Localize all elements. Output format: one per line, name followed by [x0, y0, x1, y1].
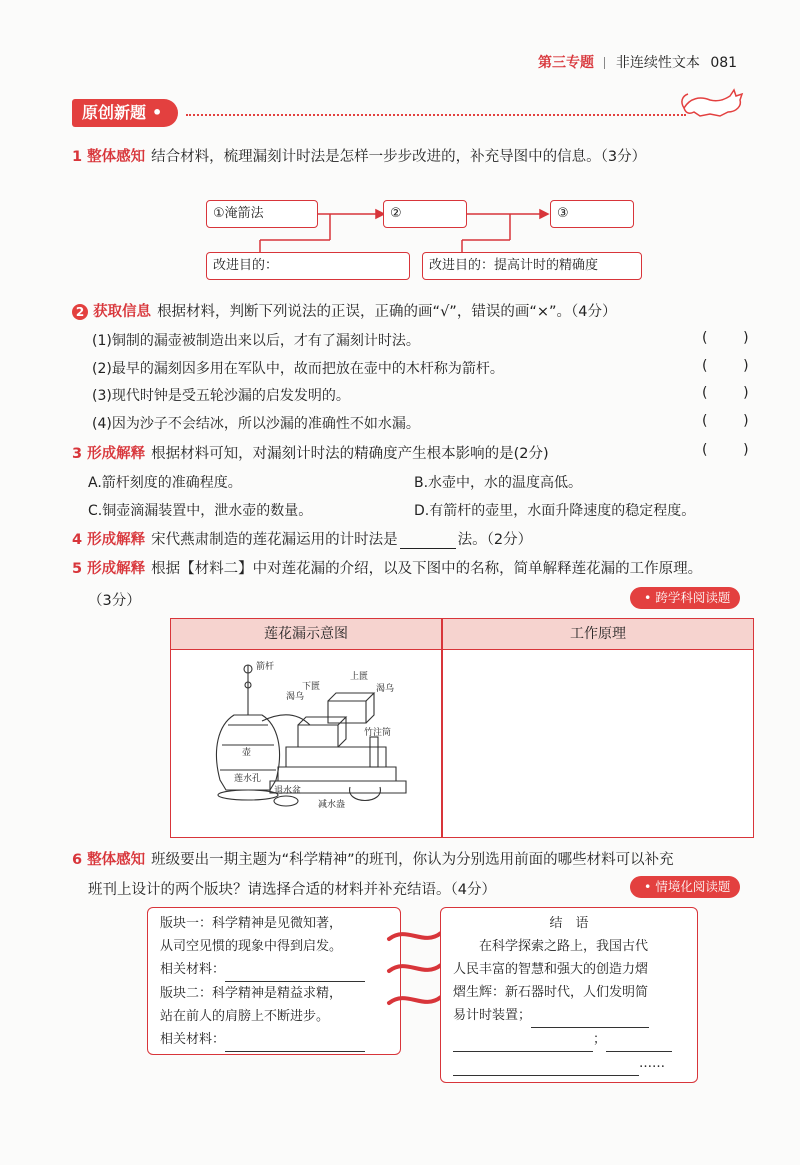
label-lower-tank: 下匮	[302, 682, 321, 692]
question-5	[72, 557, 702, 578]
q6-number: 6	[72, 852, 83, 868]
q6-text-2: 班刊上设计的两个版块？请选择合适的材料并补充结语。（4分）	[88, 882, 496, 898]
q4-blank[interactable]	[400, 532, 456, 549]
label-upper-tank: 上匮	[350, 672, 369, 682]
cat-icon	[680, 86, 750, 122]
q5-tag: 形成解释	[87, 561, 146, 577]
label-lower-pipe: 渴乌	[286, 692, 305, 702]
section-badge: 原创新题 •	[72, 99, 178, 127]
section1-material-blank[interactable]	[225, 958, 365, 982]
q3-number: 3	[72, 446, 83, 462]
section1-desc: 从司空见惯的现象中得到启发。	[160, 939, 343, 954]
label-pot: 壶	[242, 748, 252, 758]
closing-line-4: 易计时装置；	[453, 1008, 532, 1023]
closing-line-2: 人民丰富的智慧和强大的创造力熠	[453, 962, 649, 977]
answer-paren-2[interactable]: ( )	[702, 358, 749, 374]
q1-text: 结合材料，梳理漏刻计时法是怎样一步步改进的，补充导图中的信息。（3分）	[151, 149, 647, 165]
flow-box-2: ②	[383, 200, 467, 228]
section1-title: 版块一：科学精神是见微知著，	[160, 916, 343, 931]
q5-text: 根据【材料二】中对莲花漏的介绍，以及下图中的名称，简单解释莲花漏的工作原理。	[151, 561, 703, 577]
q2-number: 2	[72, 304, 88, 320]
answer-paren-3[interactable]: ( )	[702, 385, 749, 401]
context-reading-badge-label: 情境化阅读题	[655, 879, 731, 894]
purpose-box-1: 改进目的：	[206, 252, 410, 280]
section2-material-label: 相关材料：	[160, 1032, 226, 1047]
closing-blank-2[interactable]	[453, 1028, 593, 1052]
closing-card-right	[440, 907, 698, 1083]
page-number: 081	[710, 55, 738, 71]
closing-blank-3[interactable]	[606, 1028, 672, 1052]
section1-material-label: 相关材料：	[160, 962, 226, 977]
q2-item-4: (4)因为沙子不会结冰，所以沙漏的准确性不如水漏。	[92, 416, 420, 432]
q3-option-c: C.铜壶滴漏装置中，泄水壶的数量。	[88, 503, 313, 519]
q3-option-a: A.箭杆刻度的准确程度。	[88, 475, 242, 491]
section2-material-blank[interactable]	[225, 1028, 365, 1052]
closing-ellipsis: ……	[639, 1056, 665, 1071]
flow-box-1: ①淹箭法	[206, 200, 318, 228]
page-header	[538, 52, 737, 72]
column-card-left	[147, 907, 401, 1055]
header-topic: 第三专题	[538, 55, 594, 71]
q2-item-1: (1)铜制的漏壶被制造出来以后，才有了漏刻计时法。	[92, 333, 420, 349]
q3-option-d: D.有箭杆的壶里，水面升降速度的稳定程度。	[414, 503, 696, 519]
closing-line-3: 熠生辉：新石器时代，人们发明简	[453, 985, 649, 1000]
q2-tag: 获取信息	[93, 304, 152, 320]
q2-text: 根据材料，判断下列说法的正误，正确的画“√”，错误的画“×”。（4分）	[157, 304, 617, 320]
flow-box-3: ③	[550, 200, 634, 228]
label-bamboo-tube: 竹注筒	[364, 728, 392, 738]
q3-text: 根据材料可知，对漏刻计时法的精确度产生根本影响的是(2分)	[151, 446, 549, 462]
question-6	[72, 848, 674, 869]
label-upper-pipe: 渴乌	[376, 684, 395, 694]
principle-answer-area[interactable]	[445, 653, 749, 833]
closing-line-1: 在科学探索之路上，我国古代	[479, 939, 649, 954]
ribbon-connectors	[385, 925, 445, 1025]
q4-text-a: 宋代燕肃制造的莲花漏运用的计时法是	[151, 532, 398, 548]
question-2	[72, 300, 616, 321]
closing-blank-4[interactable]	[453, 1052, 639, 1076]
context-reading-badge: • 情境化阅读题	[630, 876, 740, 898]
q3-answer-paren[interactable]: ( )	[702, 442, 749, 458]
closing-blank-1[interactable]	[531, 1004, 649, 1028]
table-header-principle: 工作原理	[570, 626, 626, 642]
answer-paren-4[interactable]: ( )	[702, 413, 749, 429]
q2-item-2: (2)最早的漏刻因多用在军队中，故而把放在壶中的木杆称为箭杆。	[92, 361, 504, 377]
q1-number: 1	[72, 149, 83, 165]
answer-paren-1[interactable]: ( )	[702, 330, 749, 346]
section-badge-label: 原创新题	[82, 103, 147, 122]
q3-option-b: B.水壶中，水的温度高低。	[414, 475, 583, 491]
section2-title: 版块二：科学精神是精益求精，	[160, 986, 343, 1001]
q3-tag: 形成解释	[87, 446, 146, 462]
q2-item-3: (3)现代时钟是受五轮沙漏的启发发明的。	[92, 388, 350, 404]
q4-tag: 形成解释	[87, 532, 146, 548]
q4-number: 4	[72, 532, 83, 548]
section2-desc: 站在前人的肩膀上不断进步。	[160, 1009, 330, 1024]
header-divider	[186, 114, 686, 116]
label-drain-pot: 减水盎	[318, 800, 346, 810]
lotus-clepsydra-illustration	[200, 655, 420, 810]
q5-score: （3分）	[88, 593, 141, 609]
question-4	[72, 528, 532, 549]
label-lotus-hole: 莲水孔	[234, 774, 262, 784]
table-header-diagram: 莲花漏示意图	[264, 626, 348, 642]
q4-text-b: 法。（2分）	[457, 532, 533, 548]
closing-semicolon: ；	[593, 1032, 607, 1047]
q6-tag: 整体感知	[87, 852, 146, 868]
q6-text: 班级要出一期主题为“科学精神”的班刊，你认为分别选用前面的哪些材料可以补充	[151, 852, 674, 868]
closing-title: 结 语	[549, 916, 589, 931]
cross-subject-badge: • 跨学科阅读题	[630, 587, 740, 609]
header-title: 非连续性文本	[615, 55, 700, 71]
q5-number: 5	[72, 561, 83, 577]
cross-subject-badge-label: 跨学科阅读题	[655, 590, 731, 605]
question-1	[72, 145, 646, 166]
purpose-box-2: 改进目的：提高计时的精确度	[422, 252, 642, 280]
label-return-basin: 退水盆	[274, 786, 302, 796]
q1-tag: 整体感知	[87, 149, 146, 165]
label-arrow-rod: 箭杆	[256, 662, 275, 672]
question-3	[72, 442, 549, 463]
